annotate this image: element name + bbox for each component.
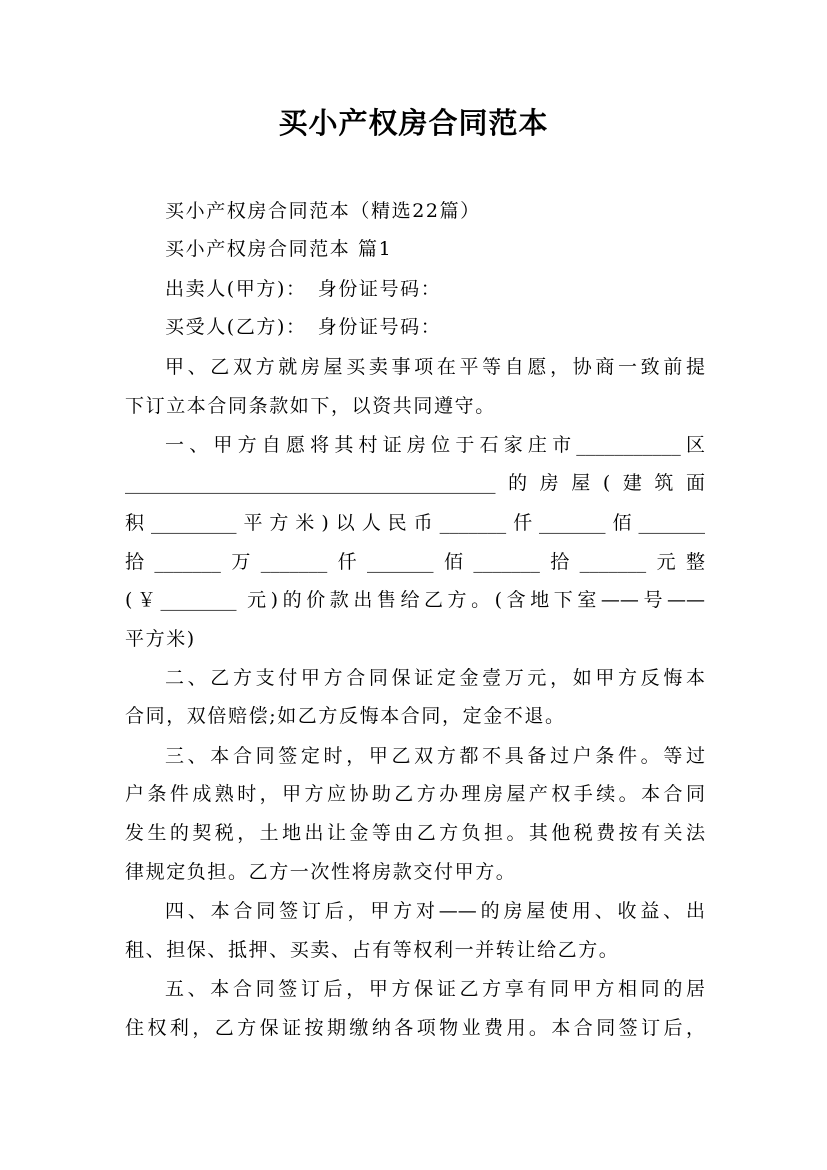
text-line: 买小产权房合同范本 篇1 xyxy=(165,238,393,260)
text-line: 拾_______万_______仟_______佰_______拾_______元整 xyxy=(125,551,705,573)
text-line: 户条件成熟时，甲方应协助乙方办理房屋产权手续。本合同 xyxy=(125,783,705,805)
text-line: 下订立本合同条款如下，以资共同遵守。 xyxy=(125,395,496,417)
text-line: (￥________ 元)的价款出售给乙方。(含地下室——号—— xyxy=(125,589,705,611)
text-line: 平方米) xyxy=(125,628,196,650)
text-line: 住权利，乙方保证按期缴纳各项物业费用。本合同签订后， xyxy=(125,1017,705,1039)
text-line: 出卖人(甲方)： 身份证号码： xyxy=(165,278,442,300)
text-line: 四、本合同签订后，甲方对——的房屋使用、收益、出 xyxy=(165,900,705,922)
text-line: 积_________平方米)以人民币_______仟_______佰_______ xyxy=(125,512,705,534)
text-line: 律规定负担。乙方一次性将房款交付甲方。 xyxy=(125,861,517,883)
text-line: _______________________________________的房屋(建筑面 xyxy=(125,472,705,494)
text-line: 五、本合同签订后，甲方保证乙方享有同甲方相同的居 xyxy=(165,978,705,1000)
text-line: 三、本合同签定时，甲乙双方都不具备过户条件。等过 xyxy=(165,745,705,767)
text-line: 买受人(乙方)： 身份证号码： xyxy=(165,316,442,338)
text-line: 买小产权房合同范本（精选22篇） xyxy=(165,200,481,222)
text-line: 合同，双倍赔偿;如乙方反悔本合同，定金不退。 xyxy=(125,705,566,727)
text-line: 一、甲方自愿将其村证房位于石家庄市___________区 xyxy=(165,434,705,456)
text-line: 发生的契税，土地出让金等由乙方负担。其他税费按有关法 xyxy=(125,822,705,844)
document-title: 买小产权房合同范本 xyxy=(278,106,549,140)
text-line: 甲、乙双方就房屋买卖事项在平等自愿，协商一致前提 xyxy=(165,356,705,378)
text-line: 二、乙方支付甲方合同保证定金壹万元，如甲方反悔本 xyxy=(165,667,705,689)
text-line: 租、担保、抵押、买卖、占有等权利一并转让给乙方。 xyxy=(125,939,620,961)
